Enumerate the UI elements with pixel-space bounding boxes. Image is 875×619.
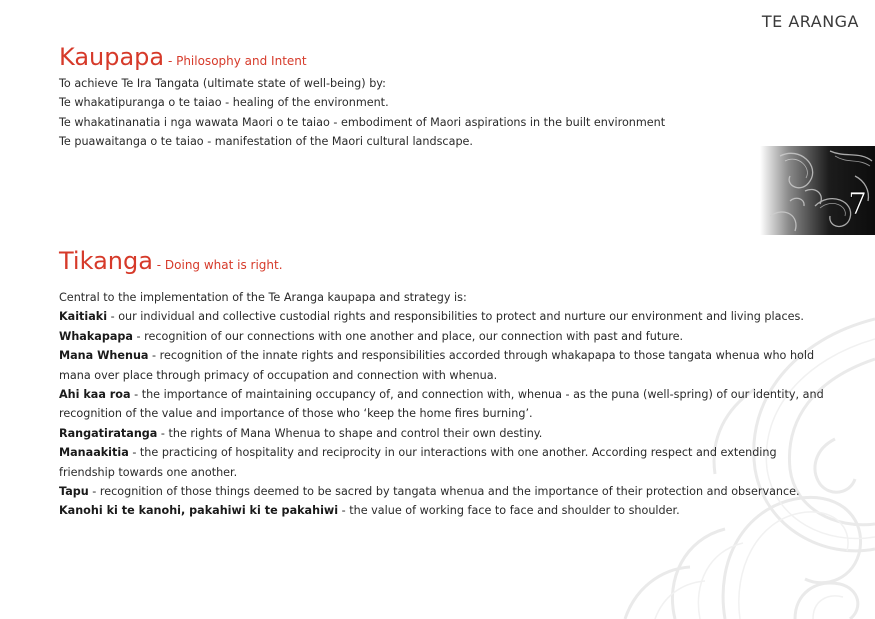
kaupapa-heading: Kaupapa [59, 43, 165, 71]
definition: - recognition of the innate rights and responsibilities accorded through whakapapa to those tangata whenua who hold [148, 349, 815, 363]
tikanga-section [59, 249, 824, 521]
tikanga-item-rangatiratanga [59, 424, 824, 443]
kaupapa-subheading: - Philosophy and Intent [164, 54, 307, 68]
definition: - recognition of our connections with one another and place, our connection with past and future. [132, 329, 684, 343]
tikanga-item-kanohi-ki-te-kanohi [59, 501, 824, 520]
definition: - our individual and collective custodial rights and responsibilities to protect and nurture our environment and living places. [107, 310, 804, 324]
term: Manaakitia [59, 446, 129, 460]
term: Ahi kaa roa [59, 388, 131, 402]
term: Whakapapa [59, 329, 133, 343]
tikanga-item-mana-whenua [59, 346, 824, 365]
kaupapa-line: To achieve Te Ira Tangata (ultimate state of well-being) by: [59, 77, 386, 90]
kaupapa-heading-row [59, 45, 665, 69]
tikanga-item-whakapapa [59, 327, 824, 346]
kaupapa-line: Te whakatinanatia i nga wawata Maori o te taiao - embodiment of Maori aspirations in the built environment [59, 115, 666, 129]
tikanga-body [59, 288, 824, 521]
definition: - the practicing of hospitality and reciprocity in our interactions with one another. According respect and extending [128, 446, 777, 460]
carving-image [760, 146, 875, 235]
term: Mana Whenua [59, 349, 149, 363]
document-title: TE ARANGA [761, 12, 859, 31]
definition: - the rights of Mana Whenua to shape and control their own destiny. [157, 426, 543, 440]
tikanga-item-ahi-kaa-roa [59, 385, 824, 404]
tikanga-intro: Central to the implementation of the Te Aranga kaupapa and strategy is: [59, 291, 467, 304]
tikanga-item-tapu [59, 482, 824, 501]
term: Rangatiratanga [59, 426, 158, 440]
definition: - the value of working face to face and shoulder to shoulder. [338, 504, 680, 518]
definition-continued: friendship towards one another. [59, 465, 238, 479]
tikanga-heading: Tikanga [59, 247, 153, 275]
definition: - the importance of maintaining occupancy of, and connection with, whenua - as the puna (well-spring) of our identity, and [130, 388, 824, 402]
definition-continued: mana over place through primacy of occupation and connection with whenua. [59, 368, 498, 382]
tikanga-subheading: - Doing what is right. [152, 258, 283, 272]
definition-continued: recognition of the value and importance of those who ‘keep the home fires burning’. [59, 407, 533, 421]
term: Tapu [59, 485, 89, 499]
tikanga-item-kaitiaki [59, 307, 824, 326]
tikanga-heading-row [59, 249, 824, 273]
kaupapa-line: Te whakatipuranga o te taiao - healing of the environment. [59, 96, 389, 110]
kaupapa-body [59, 74, 665, 152]
kaupapa-line: Te puawaitanga o te taiao - manifestation of the Maori cultural landscape. [59, 135, 473, 149]
definition: - recognition of those things deemed to be sacred by tangata whenua and the importance of their protection and observance. [88, 485, 800, 499]
tikanga-item-manaakitia [59, 443, 824, 462]
term: Kanohi ki te kanohi, pakahiwi ki te pakahiwi [59, 504, 339, 518]
term: Kaitiaki [59, 310, 108, 324]
kaupapa-section [59, 45, 665, 152]
page-number: 7 [848, 187, 868, 222]
